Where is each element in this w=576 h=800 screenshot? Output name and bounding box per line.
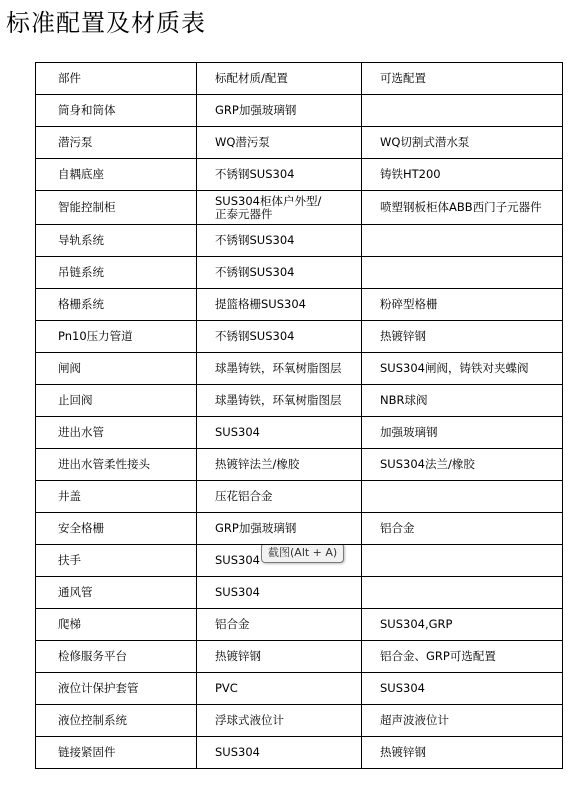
part-cell: 潜污泵 [36,127,197,159]
spec-table [35,62,563,769]
table-row [36,257,563,289]
table-row [36,609,563,641]
page-title: 标准配置及材质表 [6,9,206,37]
part-cell: 液位控制系统 [36,705,197,737]
standard-cell: 热镀锌钢 [197,641,362,673]
standard-cell: 提篮格栅SUS304 [197,289,362,321]
standard-cell-text: SUS304 [215,553,260,567]
table-row [36,513,563,545]
optional-cell: SUS304 [362,673,563,705]
standard-cell: WQ潜污泵 [197,127,362,159]
part-cell: 格栅系统 [36,289,197,321]
part-cell: 吊链系统 [36,257,197,289]
standard-cell: 铝合金 [197,609,362,641]
part-cell: 自耦底座 [36,159,197,191]
optional-cell [362,577,563,609]
table-row [36,641,563,673]
table-row [36,353,563,385]
header-cell-standard: 标配材质/配置 [197,63,362,95]
optional-cell: 热镀锌钢 [362,321,563,353]
standard-cell: 不锈钢SUS304 [197,257,362,289]
part-cell: 智能控制柜 [36,191,197,225]
standard-cell: 球墨铸铁，环氧树脂图层 [197,353,362,385]
optional-cell: SUS304,GRP [362,609,563,641]
part-cell: 导轨系统 [36,225,197,257]
optional-cell [362,225,563,257]
standard-cell: 压花铝合金 [197,481,362,513]
optional-cell: 铝合金、GRP可选配置 [362,641,563,673]
table-row [36,417,563,449]
optional-cell: 铸铁HT200 [362,159,563,191]
part-cell: 进出水管柔性接头 [36,449,197,481]
standard-cell [197,545,362,577]
table-row [36,545,563,577]
standard-cell-wrap [215,546,338,567]
standard-cell: 浮球式液位计 [197,705,362,737]
screenshot-tooltip: 截图(Alt + A) [261,545,344,564]
table-row [36,225,563,257]
part-cell: 通风管 [36,577,197,609]
standard-cell: 不锈钢SUS304 [197,321,362,353]
part-cell: 闸阀 [36,353,197,385]
table-row [36,289,563,321]
header-cell-part: 部件 [36,63,197,95]
part-cell: 安全格栅 [36,513,197,545]
part-cell: 进出水管 [36,417,197,449]
standard-cell: 球墨铸铁，环氧树脂图层 [197,385,362,417]
optional-cell: 粉碎型格栅 [362,289,563,321]
optional-cell [362,95,563,127]
table-row [36,449,563,481]
part-cell: 扶手 [36,545,197,577]
standard-cell-line: 正泰元器件 [215,206,273,221]
optional-cell: 超声波液位计 [362,705,563,737]
standard-cell: GRP加强玻璃钢 [197,513,362,545]
standard-cell: SUS304 [197,577,362,609]
optional-cell: 加强玻璃钢 [362,417,563,449]
optional-cell: WQ切割式潜水泵 [362,127,563,159]
table-row [36,737,563,769]
standard-cell: GRP加强玻璃钢 [197,95,362,127]
table-row [36,95,563,127]
table-row [36,481,563,513]
table-row [36,321,563,353]
part-cell: Pn10压力管道 [36,321,197,353]
header-cell-optional: 可选配置 [362,63,563,95]
table-row [36,705,563,737]
optional-cell [362,481,563,513]
standard-cell: 不锈钢SUS304 [197,225,362,257]
optional-cell: 铝合金 [362,513,563,545]
optional-cell: 喷塑钢板柜体ABB西门子元器件 [362,191,563,225]
standard-cell: 热镀锌法兰/橡胶 [197,449,362,481]
optional-cell: SUS304闸阀，铸铁对夹蝶阀 [362,353,563,385]
optional-cell [362,545,563,577]
standard-cell: 不锈钢SUS304 [197,159,362,191]
optional-cell: NBR球阀 [362,385,563,417]
standard-cell: PVC [197,673,362,705]
part-cell: 井盖 [36,481,197,513]
standard-cell-line: SUS304柜体户外型/ [215,193,322,208]
table-row [36,159,563,191]
part-cell: 筒身和筒体 [36,95,197,127]
table-row [36,577,563,609]
optional-cell [362,257,563,289]
part-cell: 止回阀 [36,385,197,417]
table-row [36,191,563,225]
part-cell: 爬梯 [36,609,197,641]
table-row [36,127,563,159]
table-row [36,673,563,705]
spec-table-body [36,63,563,769]
standard-cell-multiline [197,191,362,225]
part-cell: 检修服务平台 [36,641,197,673]
table-header-row [36,63,563,95]
table-row [36,385,563,417]
part-cell: 液位计保护套管 [36,673,197,705]
part-cell: 链接紧固件 [36,737,197,769]
standard-cell: SUS304 [197,417,362,449]
optional-cell: SUS304法兰/橡胶 [362,449,563,481]
standard-cell: SUS304 [197,737,362,769]
optional-cell: 热镀锌钢 [362,737,563,769]
